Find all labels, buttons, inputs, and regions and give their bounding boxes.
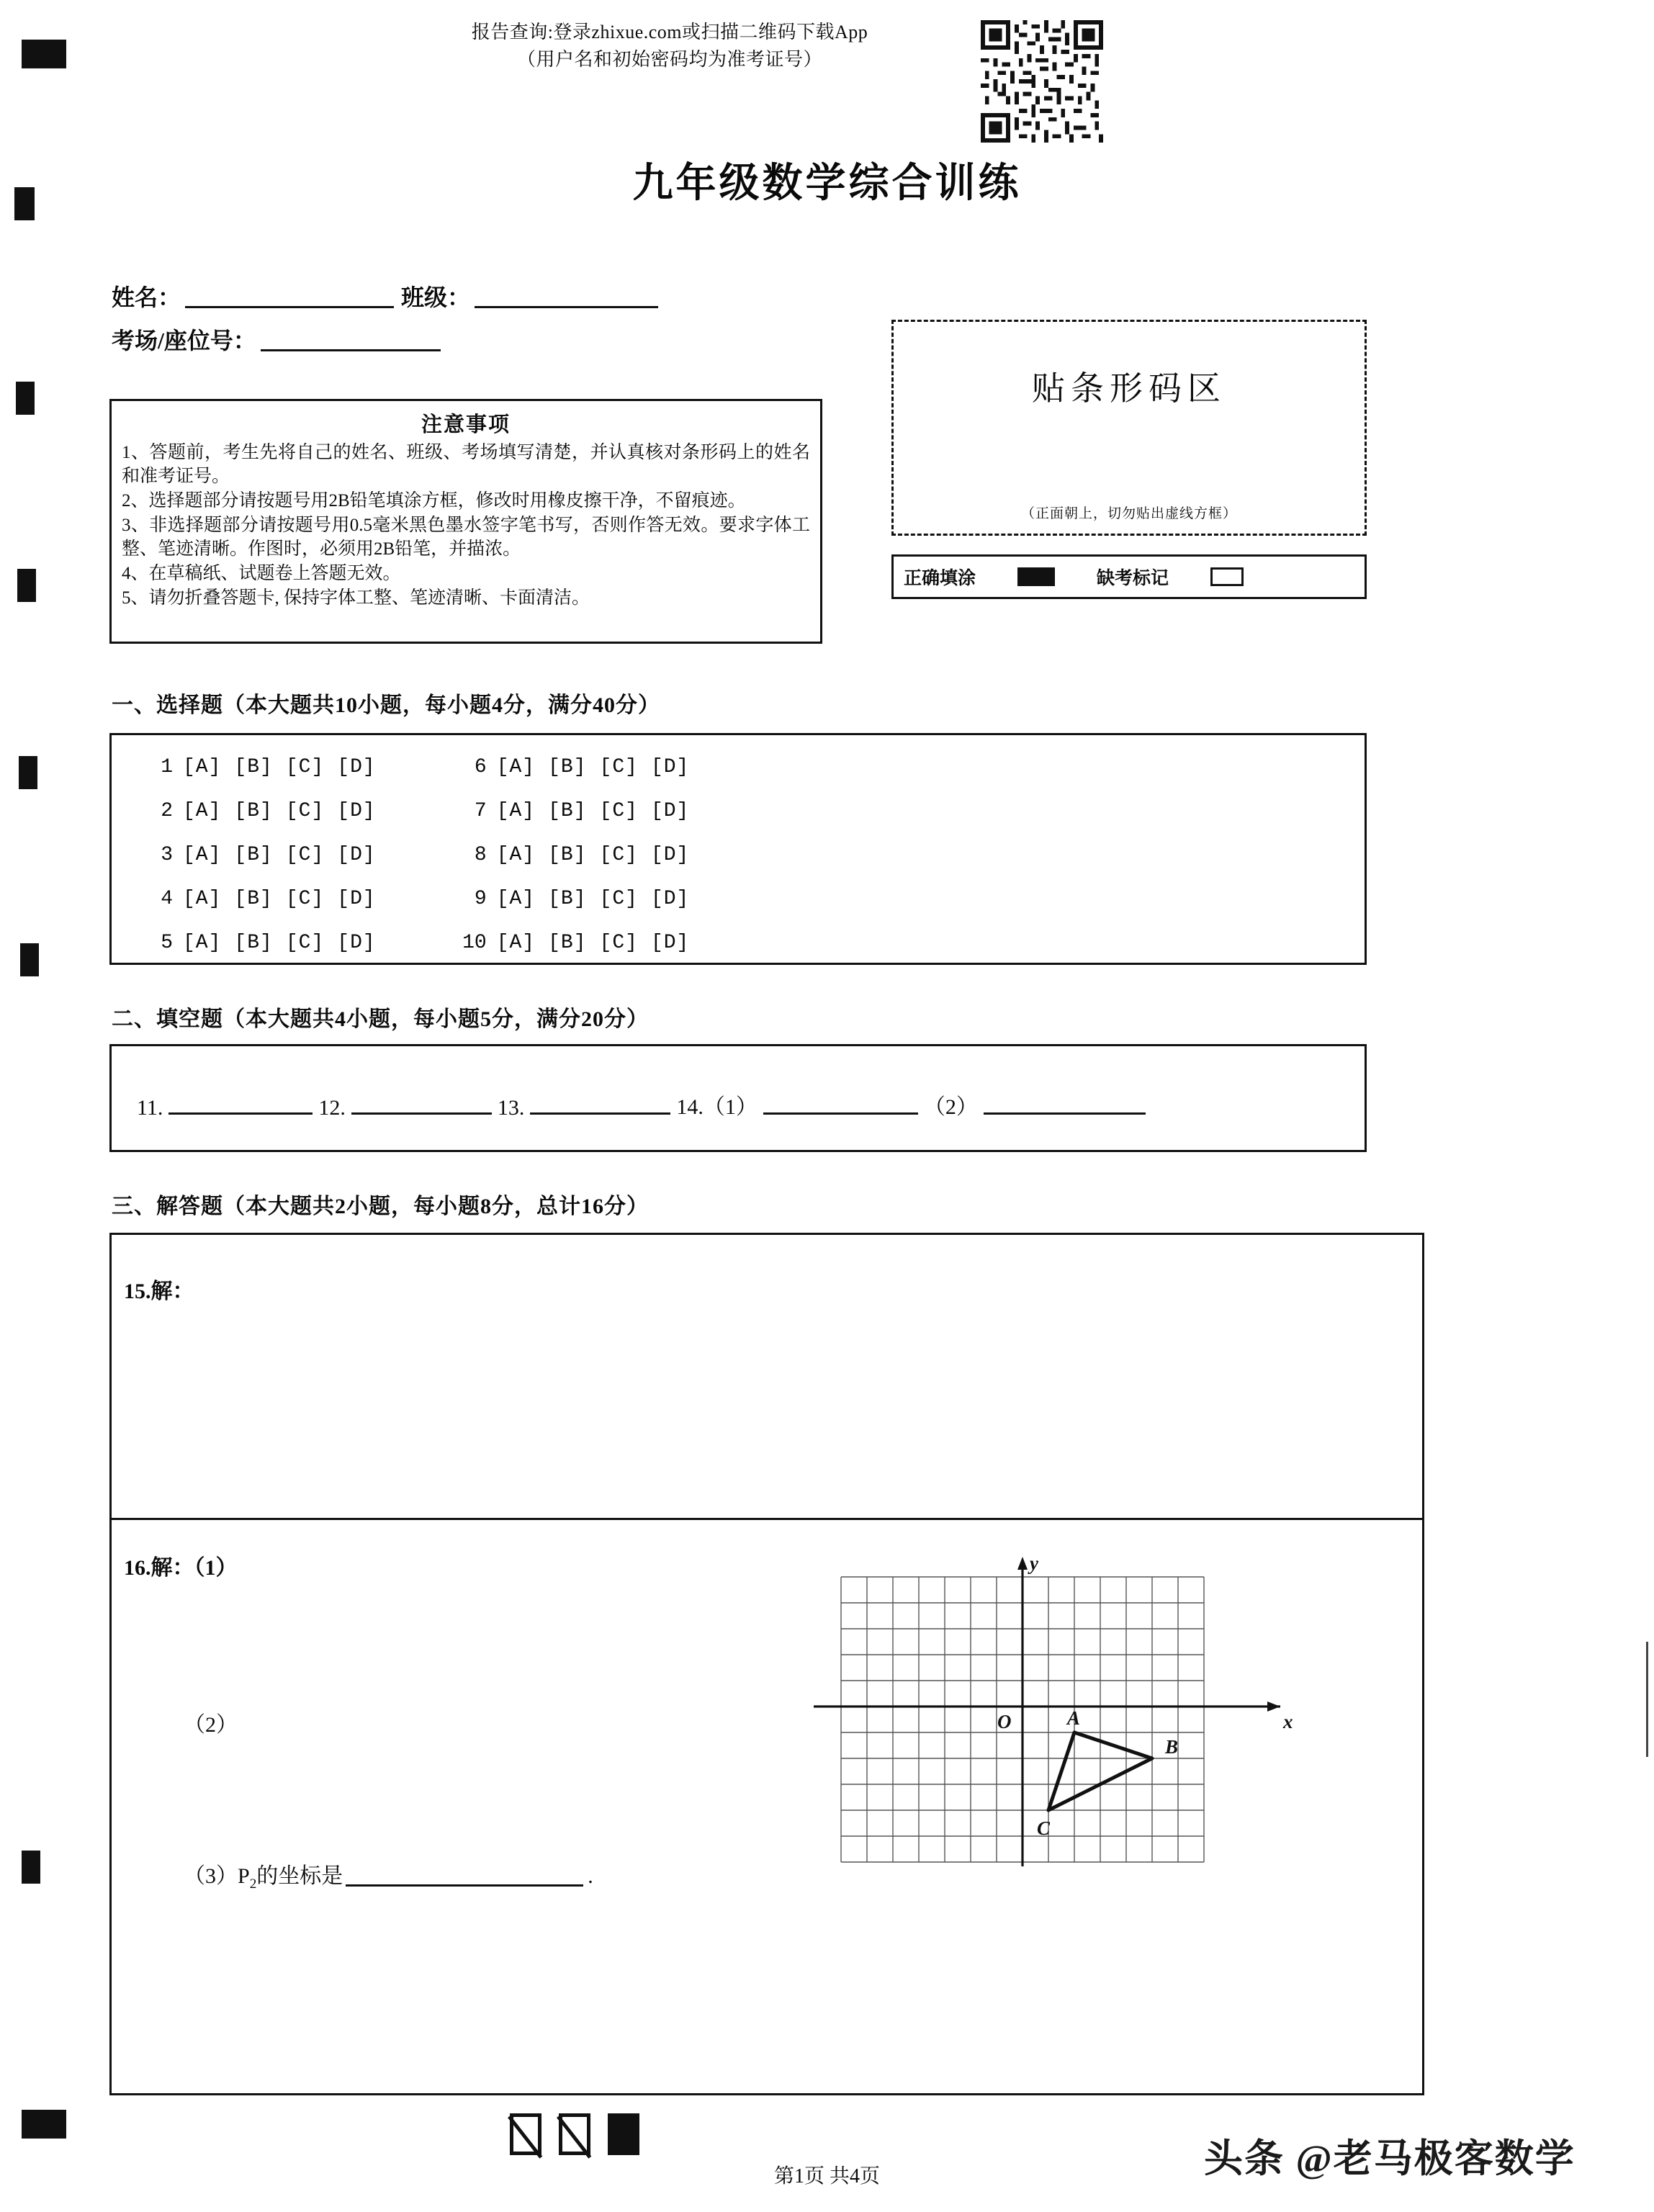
choice-number: 8 (474, 844, 487, 866)
page-number: 第1页 共4页 (773, 2165, 880, 2188)
x-axis-label: x (1283, 1711, 1293, 1732)
choice-option-c[interactable]: [C] (599, 888, 638, 910)
fill-blank-row (137, 1089, 1361, 1120)
choice-option-a[interactable]: [A] (496, 932, 536, 954)
choice-row (141, 888, 389, 910)
room-seat-row (112, 325, 803, 356)
choice-column-right (455, 756, 703, 954)
choice-number: 5 (161, 932, 173, 954)
choice-option-c[interactable]: [C] (285, 756, 325, 778)
blank-input-14-1[interactable] (763, 1112, 918, 1115)
question-15-label: 15.解： (124, 1280, 194, 1303)
question-16-part3-suffix: 的坐标是 (256, 1864, 343, 1888)
choice-number: 1 (161, 756, 173, 778)
choice-option-b[interactable]: [B] (234, 756, 273, 778)
timing-mark (16, 382, 35, 415)
empty-box-icon[interactable] (1210, 567, 1244, 586)
qr-code-icon (976, 20, 1107, 143)
blank-label-14-1: 14.（1） (676, 1095, 758, 1119)
choice-option-d[interactable]: [D] (650, 932, 690, 954)
timing-mark (17, 569, 36, 602)
question-16-label: 16.解：（1） (124, 1556, 238, 1580)
choice-option-c[interactable]: [C] (599, 932, 638, 954)
timing-mark (22, 1851, 40, 1884)
choice-option-c[interactable]: [C] (285, 932, 325, 954)
choice-option-b[interactable]: [B] (548, 756, 587, 778)
point-label-c: C (1037, 1817, 1051, 1839)
y-axis-arrow (1017, 1557, 1028, 1570)
choice-option-b[interactable]: [B] (234, 800, 273, 822)
watermark: 头条 @老马极客数学 (1204, 2137, 1576, 2180)
choice-row (141, 932, 389, 954)
choice-option-b[interactable]: [B] (548, 932, 587, 954)
choice-option-d[interactable]: [D] (337, 932, 376, 954)
timing-mark (20, 943, 39, 976)
registration-mark-bottom (22, 2110, 66, 2139)
coordinate-plane-figure (814, 1548, 1318, 1894)
origin-label: O (997, 1711, 1012, 1732)
report-query-line2: （用户名和初始密码均为准考证号） (516, 48, 822, 70)
notice-item: 5、请勿折叠答题卡, 保持字体工整、笔迹清晰、卡面清洁。 (122, 588, 590, 608)
report-query-line1: 报告查询:登录zhixue.com或扫描二维码下载App (471, 22, 868, 42)
notice-box (109, 399, 822, 644)
choice-option-b[interactable]: [B] (234, 932, 273, 954)
choice-option-c[interactable]: [C] (599, 800, 638, 822)
slash-box-icon (559, 2113, 590, 2155)
choice-option-a[interactable]: [A] (183, 756, 222, 778)
notice-item: 2、选择题部分请按题号用2B铅笔填涂方框，修改时用橡皮擦干净，不留痕迹。 (122, 491, 746, 511)
barcode-paste-area (891, 320, 1367, 536)
notice-heading: 注意事项 (421, 413, 511, 436)
choice-row (141, 800, 389, 822)
question-16-part2-label: （2） (184, 1713, 238, 1737)
choice-option-d[interactable]: [D] (337, 888, 376, 910)
question-16-part3 (184, 1858, 593, 1892)
blank-label-11: 11. (137, 1096, 163, 1120)
choice-option-d[interactable]: [D] (650, 888, 690, 910)
y-axis-label: y (1030, 1552, 1038, 1574)
blank-input-14-2[interactable] (984, 1112, 1146, 1115)
notice-item: 1、答题前，考生先将自己的姓名、班级、考场填写清楚，并认真核对条形码上的姓名和准考证号。 (122, 443, 810, 486)
question-16-part3-input[interactable] (346, 1884, 583, 1887)
section-heading-solve: 三、解答题（本大题共2小题，每小题8分，总计16分） (112, 1195, 649, 1218)
name-class-row (112, 282, 803, 313)
name-label: 姓名： (112, 284, 181, 310)
choice-option-d[interactable]: [D] (337, 800, 376, 822)
class-input[interactable] (475, 306, 658, 308)
solid-box-icon (608, 2113, 639, 2155)
footer-marks (510, 2113, 639, 2155)
blank-label-14-2: （2） (923, 1095, 978, 1119)
choice-option-d[interactable]: [D] (650, 800, 690, 822)
choice-option-b[interactable]: [B] (548, 844, 587, 866)
fill-legend-bar (891, 554, 1367, 599)
choice-number: 6 (474, 756, 487, 778)
choice-row (141, 756, 389, 778)
choice-option-d[interactable]: [D] (337, 844, 376, 866)
name-input[interactable] (185, 306, 394, 308)
blank-input-11[interactable] (168, 1112, 313, 1115)
choice-number: 7 (474, 800, 487, 822)
blank-label-13: 13. (497, 1096, 525, 1120)
blank-input-12[interactable] (351, 1112, 492, 1115)
choice-option-a[interactable]: [A] (183, 888, 222, 910)
point-label-a: A (1067, 1707, 1081, 1729)
choice-option-a[interactable]: [A] (183, 932, 222, 954)
point-label-b: B (1165, 1736, 1179, 1758)
section-heading-fill: 二、填空题（本大题共4小题，每小题5分，满分20分） (112, 1007, 649, 1031)
choice-option-d[interactable]: [D] (650, 844, 690, 866)
choice-option-a[interactable]: [A] (496, 756, 536, 778)
x-axis-arrow (1267, 1701, 1280, 1712)
choice-option-b[interactable]: [B] (548, 888, 587, 910)
choice-number: 3 (161, 844, 173, 866)
blank-label-12: 12. (318, 1096, 346, 1120)
slash-box-icon (510, 2113, 541, 2155)
report-query-note (403, 19, 936, 73)
page-title: 九年级数学综合训练 (632, 161, 1022, 206)
question-16-part3-subscript: 2 (249, 1876, 257, 1892)
choice-option-a[interactable]: [A] (183, 844, 222, 866)
timing-mark (19, 756, 37, 789)
choice-option-a[interactable]: [A] (496, 844, 536, 866)
absent-mark-label: 缺考标记 (1097, 569, 1169, 588)
edge-tick (1646, 1642, 1648, 1757)
room-seat-label: 考场/座位号： (112, 328, 256, 354)
choice-option-c[interactable]: [C] (599, 844, 638, 866)
choice-option-d[interactable]: [D] (650, 756, 690, 778)
choice-number: 2 (161, 800, 173, 822)
notice-item: 4、在草稿纸、试题卷上答题无效。 (122, 564, 401, 583)
choice-row (455, 844, 703, 866)
choice-option-d[interactable]: [D] (337, 756, 376, 778)
choice-row (455, 932, 703, 954)
choice-number: 9 (474, 888, 487, 910)
choice-option-a[interactable]: [A] (183, 800, 222, 822)
choice-option-c[interactable]: [C] (285, 800, 325, 822)
registration-mark-top (22, 40, 66, 68)
choice-row (455, 800, 703, 822)
room-seat-input[interactable] (261, 349, 441, 351)
choice-option-a[interactable]: [A] (496, 800, 536, 822)
choice-option-b[interactable]: [B] (234, 888, 273, 910)
section-heading-choice: 一、选择题（本大题共10小题，每小题4分，满分40分） (112, 693, 660, 717)
choice-grid (141, 756, 702, 954)
choice-row (455, 888, 703, 910)
choice-option-b[interactable]: [B] (234, 844, 273, 866)
choice-number: 10 (462, 932, 487, 954)
class-label: 班级： (401, 284, 471, 310)
choice-option-c[interactable]: [C] (285, 844, 325, 866)
blank-input-13[interactable] (530, 1112, 670, 1115)
correct-fill-label: 正确填涂 (904, 569, 976, 588)
question-16-part3-prefix: （3）P (184, 1864, 250, 1888)
choice-option-b[interactable]: [B] (548, 800, 587, 822)
choice-option-c[interactable]: [C] (285, 888, 325, 910)
choice-option-c[interactable]: [C] (599, 756, 638, 778)
identity-fields (112, 282, 803, 369)
choice-row (141, 844, 389, 866)
choice-column-left (141, 756, 389, 954)
question-16-part3-period: . (588, 1864, 593, 1888)
barcode-area-title: 贴条形码区 (1032, 370, 1226, 407)
notice-item: 3、非选择题部分请按题号用0.5毫米黑色墨水签字笔书写，否则作答无效。要求字体工整、笔迹清晰。作图时，必须用2B铅笔，并描浓。 (122, 516, 810, 559)
choice-number: 4 (161, 888, 173, 910)
choice-row (455, 756, 703, 778)
choice-option-a[interactable]: [A] (496, 888, 536, 910)
solve-box-divider (109, 1518, 1424, 1520)
barcode-area-hint: （正面朝上，切勿贴出虚线方框） (1020, 506, 1237, 521)
filled-box-icon (1017, 567, 1055, 586)
